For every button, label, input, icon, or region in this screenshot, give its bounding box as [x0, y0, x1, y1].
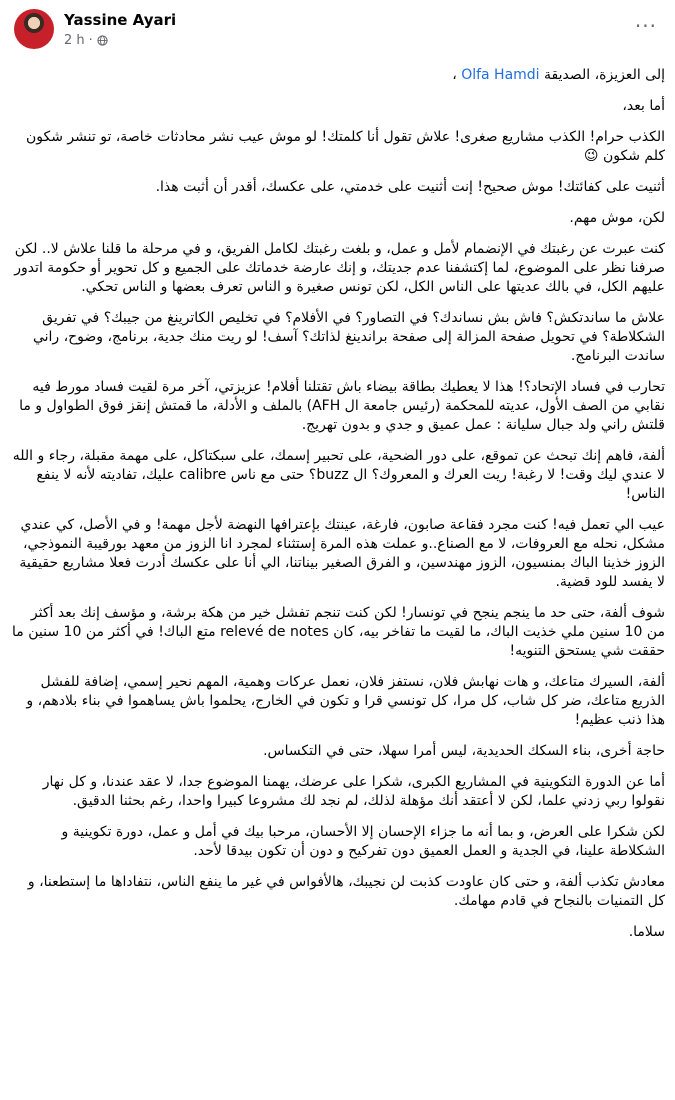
paragraph: ألفة، السيرك متاعك، و هات نهابش فلان، نستفز فلان، نعمل عركات وهمية، المهم نحير إسمي، إضافة للفشل الذريع متاعك، ضر كل شاب، كل مرا، كل تونسي قرا و تكون في الخارج، يحلموا باش يساهموا في بناء بلادهم، و هذا ذنب عظيم! [26, 674, 665, 728]
more-options-icon[interactable]: ··· [634, 14, 657, 38]
post-body [10, 66, 665, 954]
greeting [10, 66, 665, 85]
post-meta [64, 33, 108, 48]
globe-icon[interactable] [97, 35, 108, 46]
paragraph: سلاما. [628, 924, 665, 940]
paragraph: معادش تكذب ألفة، و حتى كان عاودت كذبت لن نجيبك، هالأفواس في غير ما ينفع الناس، نتفاداها ما إستطعنا، و كل التمنيات بالنجاح في قادم مهامك. [27, 874, 665, 909]
paragraph: عيب الي تعمل فيه! كنت مجرد فقاعة صابون، فارغة، عينتك بإعترافها النهضة لأجل مهمة! و في الأصل، كي عندي مشكل، نحله مع العروفات، لا مع الصناع..و عملت هذه المرة إستثناء لمجرد انا الزوز من معهد بورقيبة النموذجي، الزوز خذينا الباك بمنسيون، الزوز مهندسين، و الفرق الصغير بيناتنا، الي أنا على عكسك أدرت فعلا مشاريع حقيقية لا يفسد للود قضية. [19, 517, 665, 590]
paragraph: حاجة أخرى، بناء السكك الحديدية، ليس أمرا سهلا، حتى في التكساس. [263, 743, 665, 759]
paragraph: تحارب في فساد الإتحاد؟! هذا لا يعطيك بطاقة بيضاء باش تقتلنا أفلام! عزيزتي، آخر مرة لقيت فساد مورط فيه نقابي من الصف الأول، عديته للمحكمة (رئيس جامعة ال AFH) بالملف و الأدلة، ما قمتش إنقز فوق الطواول و ما قلتش راني ولد جبال سليانة : عمل عميق و جدي و بدون تهريج. [19, 379, 665, 433]
paragraph: علاش ما ساندتكش؟ فاش بش نساندك؟ في التصاور؟ في الأفلام؟ في تخليص الكاترينغ من جيبك؟ في تفريق الشكلاطة؟ في تحويل صفحة المزالة إلى صفحة براندينغ لذاتك؟ آسف! لو ريت منك جدية، برنامج، وضوح، راني ساندت البرنامج. [32, 310, 665, 364]
post-header [0, 0, 675, 64]
paragraph: أما بعد، [622, 98, 665, 114]
greeting-prefix: إلى العزيزة، الصديقة [544, 67, 665, 83]
paragraph: ألفة، فاهم إنك تبحث عن تموقع، على دور الضحية، على تحبير إسمك، على سبكتاكل، على مهمة مقبلة، رجاء و الله لا عندي ليك وقت! لا رغبة! ريت العرك و المعروك؟ ال buzz؟ حتى مع ناس calibre عليك، تفاديته لأنه لا ينفع الناس! [12, 448, 665, 502]
meta-separator: · [88, 33, 93, 48]
paragraph: شوف ألفة، حتى حد ما ينجم ينجح في تونسار! لكن كنت تنجم تفشل خير من هكة برشة، و مؤسف إنك بعد أكثر من 10 سنين ملي خذيت الباك، ما لقيت ما تفاخر بيه، كان relevé de notes متع الباك! في أكثر من 10 سنين ما حققت شي يستحق التنويه! [12, 605, 665, 659]
post-time[interactable]: 2 h [64, 33, 85, 48]
mention-link[interactable]: Olfa Hamdi [461, 67, 540, 83]
greeting-suffix: ، [452, 67, 457, 83]
paragraph: كنت عبرت عن رغبتك في الإنضمام لأمل و عمل، و بلغت رغبتك لكامل الفريق، و في مرحلة ما قلنا علاش لا.. لكن صرفنا نظر على الموضوع، لما إكتشفنا عدم جديتك، و إنك عارضة خدماتك على الجميع و كل تحوير أو حكومة اتدور عليهم الكل، في بالك عديتها على الناس الكل، لكن تونس صغيرة و الناس تعرف بعضها و الناس تحكي. [14, 241, 665, 295]
paragraph: أما عن الدورة التكوينية في المشاريع الكبرى، شكرا على عرضك، يهمنا الموضوع جدا، لا عقد عندنا، و كل نهار نقولوا ربي زدني علما، لكن لا أعتقد أنك مؤهلة لذلك، لم نجد لك مشروعا كبيرا واحدا، رغم بحثنا الدقيق. [42, 774, 665, 809]
author-name[interactable]: Yassine Ayari [64, 11, 177, 29]
paragraph: الكذب حرام! الكذب مشاريع صغرى! علاش تقول أنا كلمتك! لو موش عيب نشر محادثات خاصة، تو تنشر شكون كلم شكون 😉 [26, 129, 665, 164]
avatar[interactable] [14, 9, 54, 49]
paragraph: لكن شكرا على العرض، و بما أنه ما جزاء الإحسان إلا الأحسان، مرحبا بيك في أمل و عمل، دورة تكوينية و الشكلاطة علينا، في الجدية و العمل العميق دون تفركيح و دون أن تكون بيدقا لأحد. [61, 824, 665, 859]
paragraph: أثنيت على كفائتك! موش صحيح! إنت أثنيت على خدمتي، على عكسك، أقدر أن أثبت هذا. [155, 179, 665, 195]
paragraph: لكن، موش مهم. [569, 210, 665, 226]
